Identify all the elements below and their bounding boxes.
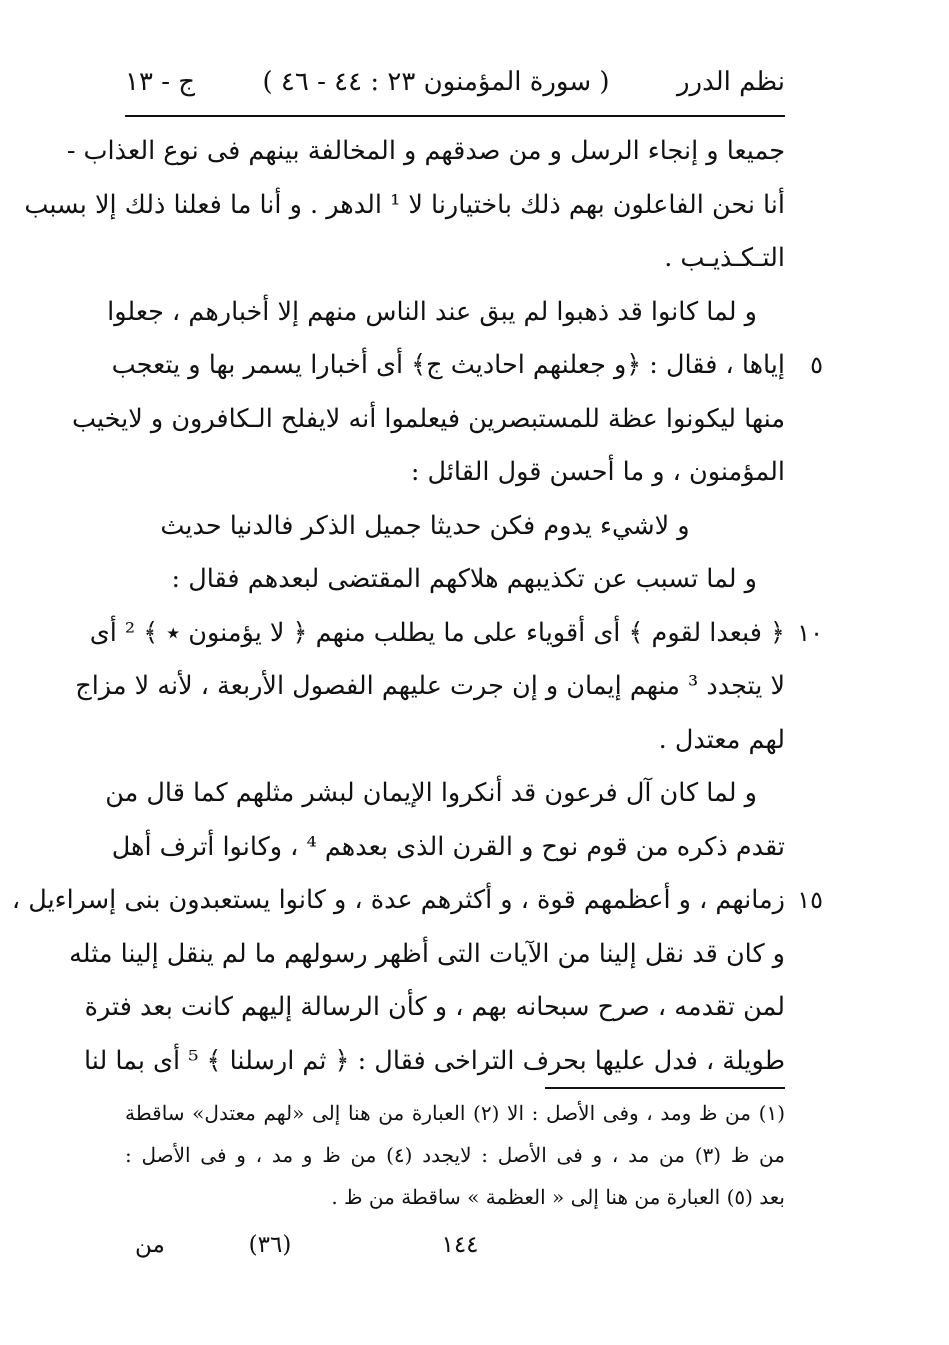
line-text: جميعا و إنجاء الرسل و من صدقهم و المخالفة بينهم فى نوع العذاب -	[66, 136, 785, 166]
line-text: تقدم ذكره من قوم نوح و القرن الذى بعدهم ⁴ ، وكانوا أترف أهل	[111, 831, 785, 862]
line-text: التـكـذيـب .	[664, 243, 785, 273]
footnote-line: من ظ (٣) من مد ، و فى الأصل : لايجدد (٤) من ظ و مد ، و فى الأصل :	[125, 1143, 785, 1167]
line-text: و لما تسبب عن تكذيبهم هلاكهم المقتضى لبعدهم فقال :	[171, 564, 757, 594]
text-line	[66, 125, 785, 179]
text-line	[11, 874, 823, 928]
footnote-line: (١) من ظ ومد ، وفى الأصل : الا (٢) العبارة من هنا إلى «لهم معتدل» ساقطة	[125, 1101, 785, 1125]
text-line	[125, 232, 785, 286]
line-text: و كان قد نقل إلينا من الآيات التى أظهر رسولهم ما لم ينقل إلينا مثله	[69, 938, 785, 969]
text-line	[111, 821, 785, 875]
main-text	[11, 125, 823, 1088]
text-line	[111, 339, 823, 393]
header-rule	[125, 115, 785, 117]
volume-number: ج - ١٣	[125, 67, 196, 97]
text-line	[75, 660, 785, 714]
footnotes	[125, 1092, 785, 1218]
line-text: و لاشيء يدوم فكن حديثا جميل الذكر فالدنيا حديث	[160, 510, 690, 541]
line-text: ﴿ فبعدا لقوم ﴾ أى أقوياء على ما يطلب منهم ﴿ لا يؤمنون ٭ ﴾ ² أى	[89, 617, 785, 648]
line-text: أنا نحن الفاعلون بهم ذلك باختيارنا لا ¹ الدهر . و أنا ما فعلنا ذلك إلا بسبب	[24, 189, 785, 220]
line-text: المؤمنون ، و ما أحسن قول القائل :	[410, 457, 785, 487]
text-line	[107, 286, 785, 340]
running-header	[125, 60, 785, 104]
line-text: زمانهم ، و أعظمهم قوة ، و أكثرهم عدة ، و كانوا يستعبدون بنى إسراءيل ،	[11, 885, 785, 915]
line-text: لا يتجدد ³ منهم إيمان و إن جرت عليهم الفصول الأربعة ، لأنه لا مزاج	[75, 671, 785, 701]
footnote-rule	[545, 1087, 785, 1089]
line-text: و لما كانوا قد ذهبوا لم يبق عند الناس منهم إلا أخبارهم ، جعلوا	[107, 296, 757, 327]
line-text: لمن تقدمه ، صرح سبحانه بهم ، و كأن الرسالة إليهم كانت بعد فترة	[84, 992, 785, 1022]
book-title: نظم الدرر	[676, 67, 785, 97]
text-line	[84, 1035, 785, 1089]
page-number: ١٤٤	[441, 1232, 479, 1258]
line-text: لهم معتدل .	[658, 724, 785, 755]
surah-range: ( سورة المؤمنون ٢٣ : ٤٤ - ٤٦ )	[262, 67, 610, 97]
catchword: من	[135, 1232, 165, 1258]
line-text: منها ليكونوا عظة للمستبصرين فيعلموا أنه لايفلح الـكافرون و لايخيب	[71, 403, 785, 434]
line-number: ٥	[810, 351, 823, 379]
footnote-line: بعد (٥) العبارة من هنا إلى « العظمة » ساقطة من ظ .	[331, 1185, 785, 1209]
text-line	[125, 553, 785, 607]
text-line	[89, 607, 823, 661]
text-line	[125, 446, 785, 500]
line-text: طويلة ، فدل عليها بحرف التراخى فقال : ﴿ ثم ارسلنا ﴾ ⁵ أى بما لنا	[84, 1045, 785, 1076]
text-line	[69, 928, 785, 982]
poetry-verse	[125, 500, 785, 554]
line-number: ١٥	[797, 886, 823, 914]
text-line	[125, 714, 785, 768]
text-line	[24, 179, 785, 233]
line-number: ١٠	[797, 618, 823, 647]
line-text: و لما كان آل فرعون قد أنكروا الإيمان لبشر مثلهم كما قال من	[105, 778, 757, 808]
text-line	[71, 393, 785, 447]
line-text: إياها ، فقال : ﴿و جعلنهم احاديث ج﴾ أى أخبارا يسمر بها و يتعجب	[111, 350, 785, 380]
text-line	[105, 767, 785, 821]
text-line	[84, 981, 785, 1035]
signature-mark: (٣٦)	[248, 1232, 292, 1258]
